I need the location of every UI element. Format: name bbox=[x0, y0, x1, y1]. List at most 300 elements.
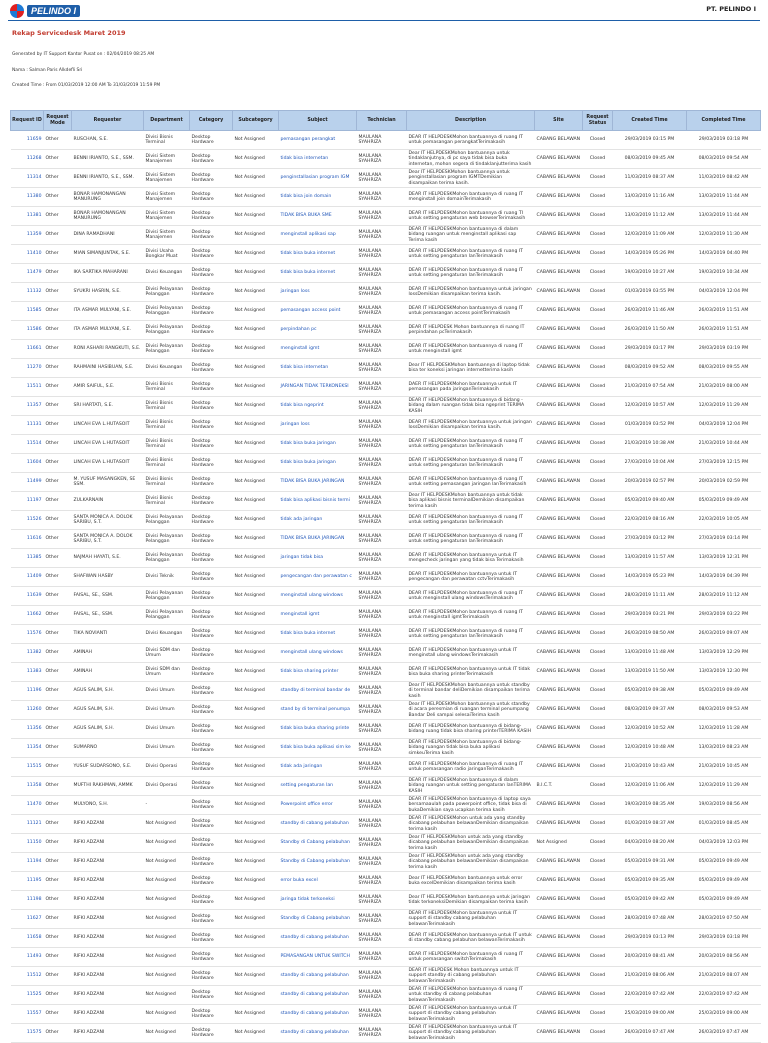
cell-site: CABANG BELAWAN bbox=[535, 150, 583, 169]
cell-technician: MAULANA SYAHRIZA bbox=[357, 739, 407, 758]
cell-request-id[interactable]: 11493 bbox=[11, 948, 44, 967]
cell-request-id[interactable]: 11121 bbox=[11, 815, 44, 834]
cell-subject[interactable]: pemasangan perangkat bbox=[279, 131, 357, 150]
cell-site: CABANG BELAWAN bbox=[535, 511, 583, 530]
cell-site: CABANG BELAWAN bbox=[535, 416, 583, 435]
cell-category: Desktop Hardware bbox=[190, 834, 233, 853]
cell-department: Not Assigned bbox=[144, 967, 190, 986]
cell-description: DEAR IT HELPDESKMohon untuk ada yang standby dicabang pelabuhan belawanDemikian disampaikan terima kasih bbox=[407, 815, 535, 834]
cell-request-status: Closed bbox=[583, 587, 613, 606]
report-title: Rekap Servicedesk Maret 2019 bbox=[12, 29, 126, 37]
cell-requester: AGUS SALIM, S.H. bbox=[72, 682, 144, 701]
cell-completed-time: 05/03/2019 09:49 AM bbox=[687, 853, 761, 872]
cell-request-id[interactable]: 11260 bbox=[11, 701, 44, 720]
cell-request-status: Closed bbox=[583, 606, 613, 625]
cell-description: DEAR IT HELPDESKMohon bantuannya untuk jaringan lossDemikian disampaikan terima kasih. bbox=[407, 416, 535, 435]
cell-request-id[interactable]: 11511 bbox=[11, 378, 44, 397]
cell-completed-time: 13/03/2019 12:31 PM bbox=[687, 549, 761, 568]
cell-created-time: 11/03/2019 08:37 AM bbox=[613, 169, 687, 188]
cell-subject[interactable]: tidak bisa buka jaringan bbox=[279, 454, 357, 473]
cell-request-id[interactable]: 11270 bbox=[11, 359, 44, 378]
cell-request-status: Closed bbox=[583, 720, 613, 739]
cell-request-id[interactable]: 11659 bbox=[11, 131, 44, 150]
cell-subject[interactable]: tidak bisa aplikasi bisnis termi bbox=[279, 492, 357, 511]
cell-department: Divisi Bisnis Terminal bbox=[144, 435, 190, 454]
cell-created-time: 28/03/2019 07:48 AM bbox=[613, 910, 687, 929]
table-row bbox=[11, 758, 761, 777]
cell-created-time: 13/03/2019 11:50 AM bbox=[613, 663, 687, 682]
cell-description: DEAR IT HELPDESKMohon bantuannya di bidang -bidang dalam ruangan tidak bisa ngeprint TERIMA KASIH bbox=[407, 397, 535, 416]
table-row bbox=[11, 473, 761, 492]
cell-site: CABANG BELAWAN bbox=[535, 188, 583, 207]
cell-technician: MAULANA SYAHRIZA bbox=[357, 340, 407, 359]
cell-completed-time: 08/03/2019 09:53 AM bbox=[687, 701, 761, 720]
cell-subject[interactable]: jaringa tidak terkoneksi bbox=[279, 891, 357, 910]
cell-completed-time: 22/03/2019 10:05 AM bbox=[687, 511, 761, 530]
table-row bbox=[11, 454, 761, 473]
cell-technician: MAULANA SYAHRIZA bbox=[357, 625, 407, 644]
cell-site: CABANG BELAWAN bbox=[535, 967, 583, 986]
cell-subject[interactable]: pemasangan access point bbox=[279, 302, 357, 321]
cell-request-id[interactable]: 11499 bbox=[11, 473, 44, 492]
cell-technician: MAULANA SYAHRIZA bbox=[357, 891, 407, 910]
cell-category: Desktop Hardware bbox=[190, 549, 233, 568]
table-row bbox=[11, 169, 761, 188]
cell-created-time: 14/03/2019 05:26 PM bbox=[613, 245, 687, 264]
cell-site: CABANG BELAWAN bbox=[535, 226, 583, 245]
cell-subject[interactable]: menginstall igmt bbox=[279, 606, 357, 625]
cell-request-mode: Other bbox=[44, 796, 72, 815]
cell-created-time: 01/03/2019 03:55 PM bbox=[613, 283, 687, 302]
cell-request-id[interactable]: 11314 bbox=[11, 169, 44, 188]
cell-request-id[interactable]: 11525 bbox=[11, 986, 44, 1005]
cell-request-id[interactable]: 11150 bbox=[11, 834, 44, 853]
cell-request-mode: Other bbox=[44, 891, 72, 910]
cell-requester: AGUS SALIM, S.H. bbox=[72, 701, 144, 720]
cell-category: Desktop Hardware bbox=[190, 454, 233, 473]
cell-request-id[interactable]: 11575 bbox=[11, 1024, 44, 1043]
cell-technician: MAULANA SYAHRIZA bbox=[357, 682, 407, 701]
table-row bbox=[11, 568, 761, 587]
cell-requester: MUFTHI RAKHMAN, AMMK bbox=[72, 777, 144, 796]
cell-request-status: Closed bbox=[583, 910, 613, 929]
cell-request-status: Closed bbox=[583, 948, 613, 967]
cell-subject[interactable]: perpindahan pc bbox=[279, 321, 357, 340]
cell-request-id[interactable]: 11197 bbox=[11, 492, 44, 511]
cell-description: Dear IT HELPDESKMohon bantuannya untuk standby di acara peresmian di ruangan terminal penumpang Bandar Deli sampai selesaiTerima kasih bbox=[407, 701, 535, 720]
cell-category: Desktop Hardware bbox=[190, 701, 233, 720]
cell-request-status: Closed bbox=[583, 853, 613, 872]
cell-request-mode: Other bbox=[44, 150, 72, 169]
logo-text: PELINDO I bbox=[27, 5, 80, 17]
cell-request-mode: Other bbox=[44, 872, 72, 891]
cell-request-id[interactable]: 11585 bbox=[11, 302, 44, 321]
cell-request-status: Closed bbox=[583, 454, 613, 473]
cell-request-id[interactable]: 11131 bbox=[11, 416, 44, 435]
cell-technician: MAULANA SYAHRIZA bbox=[357, 226, 407, 245]
cell-department: Divisi Pelayanan Pelanggan bbox=[144, 549, 190, 568]
cell-subcategory: Not Assigned bbox=[233, 1005, 279, 1024]
cell-request-id[interactable]: 11639 bbox=[11, 587, 44, 606]
cell-subcategory: Not Assigned bbox=[233, 264, 279, 283]
cell-completed-time: 14/03/2019 04:39 PM bbox=[687, 568, 761, 587]
cell-subject[interactable]: tidak bisa buka internet bbox=[279, 625, 357, 644]
cell-created-time: 26/03/2019 08:50 AM bbox=[613, 625, 687, 644]
cell-request-mode: Other bbox=[44, 758, 72, 777]
cell-completed-time: 05/03/2019 09:49 AM bbox=[687, 872, 761, 891]
cell-created-time: 29/03/2019 03:17 PM bbox=[613, 340, 687, 359]
cell-subcategory: Not Assigned bbox=[233, 530, 279, 549]
cell-subject[interactable]: tidak bisa buka aplikasi sim ke bbox=[279, 739, 357, 758]
cell-request-status: Closed bbox=[583, 340, 613, 359]
cell-site: CABANG BELAWAN bbox=[535, 321, 583, 340]
cell-completed-time: 19/03/2019 08:56 AM bbox=[687, 796, 761, 815]
cell-site: CABANG BELAWAN bbox=[535, 1005, 583, 1024]
cell-subject[interactable]: stand by di terminal penumpa bbox=[279, 701, 357, 720]
cell-subject[interactable]: standby di cabang pelabuhan bbox=[279, 815, 357, 834]
cell-request-id[interactable]: 11383 bbox=[11, 663, 44, 682]
cell-technician: MAULANA SYAHRIZA bbox=[357, 967, 407, 986]
cell-description: DEAR IT HELPDESKMohon bantuannya di bidang-bidang ruangan tidak bisa buka aplikasi simkeuTerima kasih bbox=[407, 739, 535, 758]
cell-subject[interactable]: Powerpoint office error bbox=[279, 796, 357, 815]
cell-request-id[interactable]: 11410 bbox=[11, 245, 44, 264]
cell-requester: RIFKI ADZANI bbox=[72, 948, 144, 967]
cell-request-mode: Other bbox=[44, 625, 72, 644]
cell-subject[interactable]: standby di terminal bandar de bbox=[279, 682, 357, 701]
cell-requester: SRI HARTATI, S.E. bbox=[72, 397, 144, 416]
column-header: Request Status bbox=[583, 111, 613, 131]
cell-subcategory: Not Assigned bbox=[233, 644, 279, 663]
cell-subject[interactable]: TIDAK BISA BUKA JARINGAN bbox=[279, 473, 357, 492]
cell-subject[interactable]: tidak bisa buka internet bbox=[279, 264, 357, 283]
cell-subcategory: Not Assigned bbox=[233, 568, 279, 587]
cell-department: Not Assigned bbox=[144, 834, 190, 853]
cell-subject[interactable]: tidak bisa sharing printer bbox=[279, 663, 357, 682]
cell-subject[interactable]: menginstall aplikasi sap bbox=[279, 226, 357, 245]
cell-requester: SANTA MONICA A. DOLOK SARIBU, S.T. bbox=[72, 530, 144, 549]
cell-technician: MAULANA SYAHRIZA bbox=[357, 473, 407, 492]
cell-description: DEAR IT HELPDESKMohon bantuannya di ruang IT untuk setting pengaturan lanTerimakasih bbox=[407, 454, 535, 473]
cell-created-time: 19/03/2019 08:35 AM bbox=[613, 796, 687, 815]
cell-department: Not Assigned bbox=[144, 891, 190, 910]
cell-category: Desktop Hardware bbox=[190, 245, 233, 264]
cell-site: CABANG BELAWAN bbox=[535, 891, 583, 910]
cell-created-time: 20/03/2019 08:41 AM bbox=[613, 948, 687, 967]
cell-subject[interactable]: tidak bisa internetan bbox=[279, 359, 357, 378]
cell-site: CABANG BELAWAN bbox=[535, 796, 583, 815]
cell-description: Dear IT HELPDESKMohon bantuannya di laptop tidak bisa ter koneksi jaringan internetterima kasih bbox=[407, 359, 535, 378]
cell-completed-time: 13/03/2019 11:44 AM bbox=[687, 207, 761, 226]
cell-request-mode: Other bbox=[44, 682, 72, 701]
cell-request-status: Closed bbox=[583, 891, 613, 910]
cell-category: Desktop Hardware bbox=[190, 568, 233, 587]
cell-request-status: Closed bbox=[583, 777, 613, 796]
cell-category: Desktop Hardware bbox=[190, 321, 233, 340]
cell-subject[interactable]: Standby di Cabang pelabuhan bbox=[279, 834, 357, 853]
cell-subject[interactable]: tidak bisa buka jaringan bbox=[279, 435, 357, 454]
cell-subcategory: Not Assigned bbox=[233, 986, 279, 1005]
cell-request-id[interactable]: 11661 bbox=[11, 340, 44, 359]
table-row bbox=[11, 321, 761, 340]
cell-request-mode: Other bbox=[44, 549, 72, 568]
cell-subject[interactable]: standby di cabang pelabuhan bbox=[279, 986, 357, 1005]
cell-subcategory: Not Assigned bbox=[233, 188, 279, 207]
cell-request-id[interactable]: 11512 bbox=[11, 967, 44, 986]
cell-subject[interactable]: setting pengaturan lan bbox=[279, 777, 357, 796]
cell-department: Divisi Pelayanan Pelanggan bbox=[144, 283, 190, 302]
cell-technician: MAULANA SYAHRIZA bbox=[357, 720, 407, 739]
cell-description: Dear IT HELPDESKMohon bantuannya untuk jaringan tidak terkoneksiDemikian disampaikan terima kasih bbox=[407, 891, 535, 910]
cell-completed-time: 21/03/2019 08:07 AM bbox=[687, 967, 761, 986]
cell-subject[interactable]: error buka excel bbox=[279, 872, 357, 891]
cell-requester: AMIR SAIFUL, S.E. bbox=[72, 378, 144, 397]
cell-request-mode: Other bbox=[44, 967, 72, 986]
cell-created-time: 21/03/2019 10:38 AM bbox=[613, 435, 687, 454]
cell-subject[interactable]: penginstallasian program IGM bbox=[279, 169, 357, 188]
cell-technician: MAULANA SYAHRIZA bbox=[357, 587, 407, 606]
cell-department: Divisi Teknik bbox=[144, 568, 190, 587]
cell-description: Dear IT HELPDESKMohon bantuannya untuk standby di terminal bandar deliDemikian disampaikan terima kasih bbox=[407, 682, 535, 701]
cell-category: Desktop Hardware bbox=[190, 587, 233, 606]
cell-requester: RIFKI ADZANI bbox=[72, 853, 144, 872]
cell-request-id[interactable]: 11194 bbox=[11, 853, 44, 872]
cell-subject[interactable]: tidak bisa buka internet bbox=[279, 245, 357, 264]
cell-request-mode: Other bbox=[44, 853, 72, 872]
cell-description: DEAR IT HELPDESKMohon bantuannya di ruang IT untuk setting pengaturan lanTerimakasih bbox=[407, 435, 535, 454]
cell-completed-time: 13/03/2019 08:23 AM bbox=[687, 739, 761, 758]
column-header: Department bbox=[144, 111, 190, 131]
cell-requester: MIAN SIMANJUNTAK, S.E. bbox=[72, 245, 144, 264]
cell-request-id[interactable]: 11357 bbox=[11, 397, 44, 416]
cell-request-mode: Other bbox=[44, 397, 72, 416]
cell-request-mode: Other bbox=[44, 910, 72, 929]
cell-department: Not Assigned bbox=[144, 929, 190, 948]
cell-subject[interactable]: standby di cabang pelabuhan bbox=[279, 1024, 357, 1043]
cell-completed-time: 20/03/2019 02:59 PM bbox=[687, 473, 761, 492]
cell-request-id[interactable]: 11268 bbox=[11, 150, 44, 169]
cell-department: Divisi Bisnis Terminal bbox=[144, 473, 190, 492]
cell-department: Divisi Pelayanan Pelanggan bbox=[144, 511, 190, 530]
cell-subject[interactable]: jaringan tidak bisa bbox=[279, 549, 357, 568]
cell-request-id[interactable]: 11470 bbox=[11, 796, 44, 815]
cell-request-id[interactable]: 11132 bbox=[11, 283, 44, 302]
cell-description: DEAR IT HELPDESK Mohon bantuannya di ruang IT perpindahan pcTerimakasih bbox=[407, 321, 535, 340]
cell-request-mode: Other bbox=[44, 568, 72, 587]
cell-request-status: Closed bbox=[583, 967, 613, 986]
cell-category: Desktop Hardware bbox=[190, 739, 233, 758]
cell-site: CABANG BELAWAN bbox=[535, 758, 583, 777]
cell-category: Desktop Hardware bbox=[190, 435, 233, 454]
cell-request-id[interactable]: 11409 bbox=[11, 568, 44, 587]
cell-request-id[interactable]: 11479 bbox=[11, 264, 44, 283]
cell-site: CABANG BELAWAN bbox=[535, 1024, 583, 1043]
cell-request-id[interactable]: 11198 bbox=[11, 891, 44, 910]
cell-request-id[interactable]: 11381 bbox=[11, 207, 44, 226]
cell-created-time: 28/03/2019 11:11 AM bbox=[613, 587, 687, 606]
cell-request-status: Closed bbox=[583, 264, 613, 283]
cell-department: Not Assigned bbox=[144, 986, 190, 1005]
cell-subject[interactable]: jaringan loss bbox=[279, 416, 357, 435]
cell-department: Divisi Keuangan bbox=[144, 264, 190, 283]
cell-created-time: 08/03/2019 09:45 AM bbox=[613, 150, 687, 169]
cell-requester: MULYONO, S.H. bbox=[72, 796, 144, 815]
cell-request-id[interactable]: 11627 bbox=[11, 910, 44, 929]
cell-requester: RIFKI ADZANI bbox=[72, 891, 144, 910]
cell-department: Divisi Pelayanan Pelanggan bbox=[144, 530, 190, 549]
cell-subject[interactable]: menginstall ulang windows bbox=[279, 587, 357, 606]
cell-request-mode: Other bbox=[44, 720, 72, 739]
cell-request-id[interactable]: 11196 bbox=[11, 682, 44, 701]
column-header: Category bbox=[190, 111, 233, 131]
cell-subject[interactable]: standby di cabang pelabuhan bbox=[279, 929, 357, 948]
cell-request-mode: Other bbox=[44, 606, 72, 625]
cell-created-time: 12/03/2019 10:52 AM bbox=[613, 720, 687, 739]
cell-technician: MAULANA SYAHRIZA bbox=[357, 283, 407, 302]
table-row bbox=[11, 340, 761, 359]
cell-subcategory: Not Assigned bbox=[233, 739, 279, 758]
table-row bbox=[11, 492, 761, 511]
cell-completed-time: 19/03/2019 10:34 AM bbox=[687, 264, 761, 283]
cell-created-time: 08/03/2019 09:52 AM bbox=[613, 359, 687, 378]
cell-subject[interactable]: pengecangan dan perawatan c bbox=[279, 568, 357, 587]
cell-department: Divisi Bisnis Terminal bbox=[144, 416, 190, 435]
cell-request-id[interactable]: 11662 bbox=[11, 606, 44, 625]
cell-completed-time: 26/03/2019 07:47 AM bbox=[687, 1024, 761, 1043]
cell-request-id[interactable]: 11514 bbox=[11, 435, 44, 454]
cell-completed-time: 12/03/2019 11:28 AM bbox=[687, 720, 761, 739]
cell-request-status: Closed bbox=[583, 435, 613, 454]
cell-request-status: Closed bbox=[583, 568, 613, 587]
cell-subject[interactable]: PEMASANGAN UNTUK SWITCH bbox=[279, 948, 357, 967]
cell-department: Divisi Bisnis Terminal bbox=[144, 378, 190, 397]
cell-completed-time: 21/03/2019 10:44 AM bbox=[687, 435, 761, 454]
cell-completed-time: 01/03/2019 08:45 AM bbox=[687, 815, 761, 834]
cell-description: Dear IT HELPDESKMohon untuk ada yang standby dicabang pelabuhan belawanDemikian disampaikan terima kasih bbox=[407, 853, 535, 872]
cell-request-mode: Other bbox=[44, 340, 72, 359]
cell-subject[interactable]: tidak ada jaringan bbox=[279, 758, 357, 777]
cell-request-id[interactable]: 11356 bbox=[11, 720, 44, 739]
cell-subject[interactable]: jaringan loss bbox=[279, 283, 357, 302]
table-row bbox=[11, 245, 761, 264]
cell-requester: M. YUSUF MASANGKEN, SE SSM. bbox=[72, 473, 144, 492]
cell-subject[interactable]: standby di cabang pelabuhan bbox=[279, 1005, 357, 1024]
cell-requester: LINCAH EVA L.HUTASOIT bbox=[72, 435, 144, 454]
cell-request-id[interactable]: 11359 bbox=[11, 226, 44, 245]
cell-subject[interactable]: tidak bisa buka sharing printe bbox=[279, 720, 357, 739]
cell-subject[interactable]: tidak bisa join domain bbox=[279, 188, 357, 207]
cell-subject[interactable]: standby di cabang pelabuhan bbox=[279, 967, 357, 986]
cell-completed-time: 13/03/2019 11:44 AM bbox=[687, 188, 761, 207]
cell-subject[interactable]: tidak bisa internetan bbox=[279, 150, 357, 169]
cell-subcategory: Not Assigned bbox=[233, 511, 279, 530]
cell-request-status: Closed bbox=[583, 549, 613, 568]
cell-description: DEAR IT HELPDESKMohon bantuannya untuk IT untuk di standby cabang pelabuhan belawanTerimakasih bbox=[407, 929, 535, 948]
column-header: Description bbox=[407, 111, 535, 131]
cell-technician: MAULANA SYAHRIZA bbox=[357, 530, 407, 549]
cell-request-id[interactable]: 11195 bbox=[11, 872, 44, 891]
cell-request-status: Closed bbox=[583, 872, 613, 891]
cell-request-id[interactable]: 11354 bbox=[11, 739, 44, 758]
cell-request-id[interactable]: 11385 bbox=[11, 549, 44, 568]
cell-request-mode: Other bbox=[44, 492, 72, 511]
cell-created-time: 13/03/2019 11:48 AM bbox=[613, 644, 687, 663]
cell-request-id[interactable]: 11616 bbox=[11, 530, 44, 549]
cell-subject[interactable]: tidak bisa ngeprint bbox=[279, 397, 357, 416]
table-row bbox=[11, 853, 761, 872]
cell-subject[interactable]: JARINGAN TIDAK TERKONEKSI bbox=[279, 378, 357, 397]
cell-request-status: Closed bbox=[583, 245, 613, 264]
cell-requester: IKA SARTIKA MAHARANI bbox=[72, 264, 144, 283]
cell-completed-time: 12/03/2019 11:30 AM bbox=[687, 226, 761, 245]
table-row bbox=[11, 986, 761, 1005]
table-row bbox=[11, 359, 761, 378]
cell-site: CABANG BELAWAN bbox=[535, 853, 583, 872]
cell-completed-time: 05/03/2019 09:49 AM bbox=[687, 492, 761, 511]
cell-subcategory: Not Assigned bbox=[233, 435, 279, 454]
cell-category: Desktop Hardware bbox=[190, 150, 233, 169]
cell-request-id[interactable]: 11604 bbox=[11, 454, 44, 473]
cell-request-id[interactable]: 11576 bbox=[11, 625, 44, 644]
cell-department: Not Assigned bbox=[144, 853, 190, 872]
table-row bbox=[11, 796, 761, 815]
cell-department: Divisi Pelayanan Pelanggan bbox=[144, 587, 190, 606]
cell-request-mode: Other bbox=[44, 663, 72, 682]
cell-completed-time: 14/03/2019 04:40 PM bbox=[687, 245, 761, 264]
cell-completed-time: 26/03/2019 11:51 AM bbox=[687, 302, 761, 321]
cell-description: DEAR IT HELPDESKMohon bantuannya di laptop saya bersamaaulah pada powerpoint office, tidak bisa di bukaDemikian saya ucapkan terima kasih bbox=[407, 796, 535, 815]
cell-request-status: Closed bbox=[583, 283, 613, 302]
cell-subject[interactable]: Standby di Cabang pelabuhan bbox=[279, 853, 357, 872]
cell-subcategory: Not Assigned bbox=[233, 549, 279, 568]
cell-request-id[interactable]: 11358 bbox=[11, 777, 44, 796]
table-row bbox=[11, 910, 761, 929]
cell-completed-time: 08/03/2019 09:55 AM bbox=[687, 359, 761, 378]
cell-category: Desktop Hardware bbox=[190, 872, 233, 891]
cell-request-id[interactable]: 11658 bbox=[11, 929, 44, 948]
cell-request-id[interactable]: 11382 bbox=[11, 644, 44, 663]
cell-description: Dear IT HELPDESKMohon untuk ada yang standby dicabang pelabuhan belawanDemikian disampaikan terima kasih bbox=[407, 834, 535, 853]
cell-request-id[interactable]: 11515 bbox=[11, 758, 44, 777]
cell-subject[interactable]: TIDAK BISA BUKA JARINGAN bbox=[279, 530, 357, 549]
cell-site: Not Assigned bbox=[535, 834, 583, 853]
cell-category: Desktop Hardware bbox=[190, 815, 233, 834]
cell-request-mode: Other bbox=[44, 435, 72, 454]
cell-department: Divisi SDM dan Umum bbox=[144, 663, 190, 682]
cell-requester: RIFKI ADZANI bbox=[72, 1005, 144, 1024]
table-row bbox=[11, 131, 761, 150]
cell-subject[interactable]: tidak ada jaringan bbox=[279, 511, 357, 530]
cell-request-id[interactable]: 11526 bbox=[11, 511, 44, 530]
cell-subject[interactable]: TIDAK BISA BUKA SME bbox=[279, 207, 357, 226]
cell-category: Desktop Hardware bbox=[190, 264, 233, 283]
servicedesk-table bbox=[10, 110, 761, 1043]
cell-subject[interactable]: menginstall igmt bbox=[279, 340, 357, 359]
cell-subject[interactable]: Standby di Cabang pelabuhan bbox=[279, 910, 357, 929]
cell-subcategory: Not Assigned bbox=[233, 872, 279, 891]
cell-request-mode: Other bbox=[44, 1005, 72, 1024]
cell-subcategory: Not Assigned bbox=[233, 967, 279, 986]
cell-site: CABANG BELAWAN bbox=[535, 492, 583, 511]
cell-request-id[interactable]: 11586 bbox=[11, 321, 44, 340]
cell-description: DEAR IT HELPDESKMohon bantuannya untuk IT support di standby cabang pelabuhan belawanTerimakasih bbox=[407, 1024, 535, 1043]
cell-created-time: 20/03/2019 02:57 PM bbox=[613, 473, 687, 492]
cell-request-id[interactable]: 11557 bbox=[11, 1005, 44, 1024]
cell-subcategory: Not Assigned bbox=[233, 340, 279, 359]
cell-department: Not Assigned bbox=[144, 872, 190, 891]
column-header: Request Mode bbox=[44, 111, 72, 131]
cell-request-id[interactable]: 11380 bbox=[11, 188, 44, 207]
cell-subject[interactable]: menginstall ulang windows bbox=[279, 644, 357, 663]
